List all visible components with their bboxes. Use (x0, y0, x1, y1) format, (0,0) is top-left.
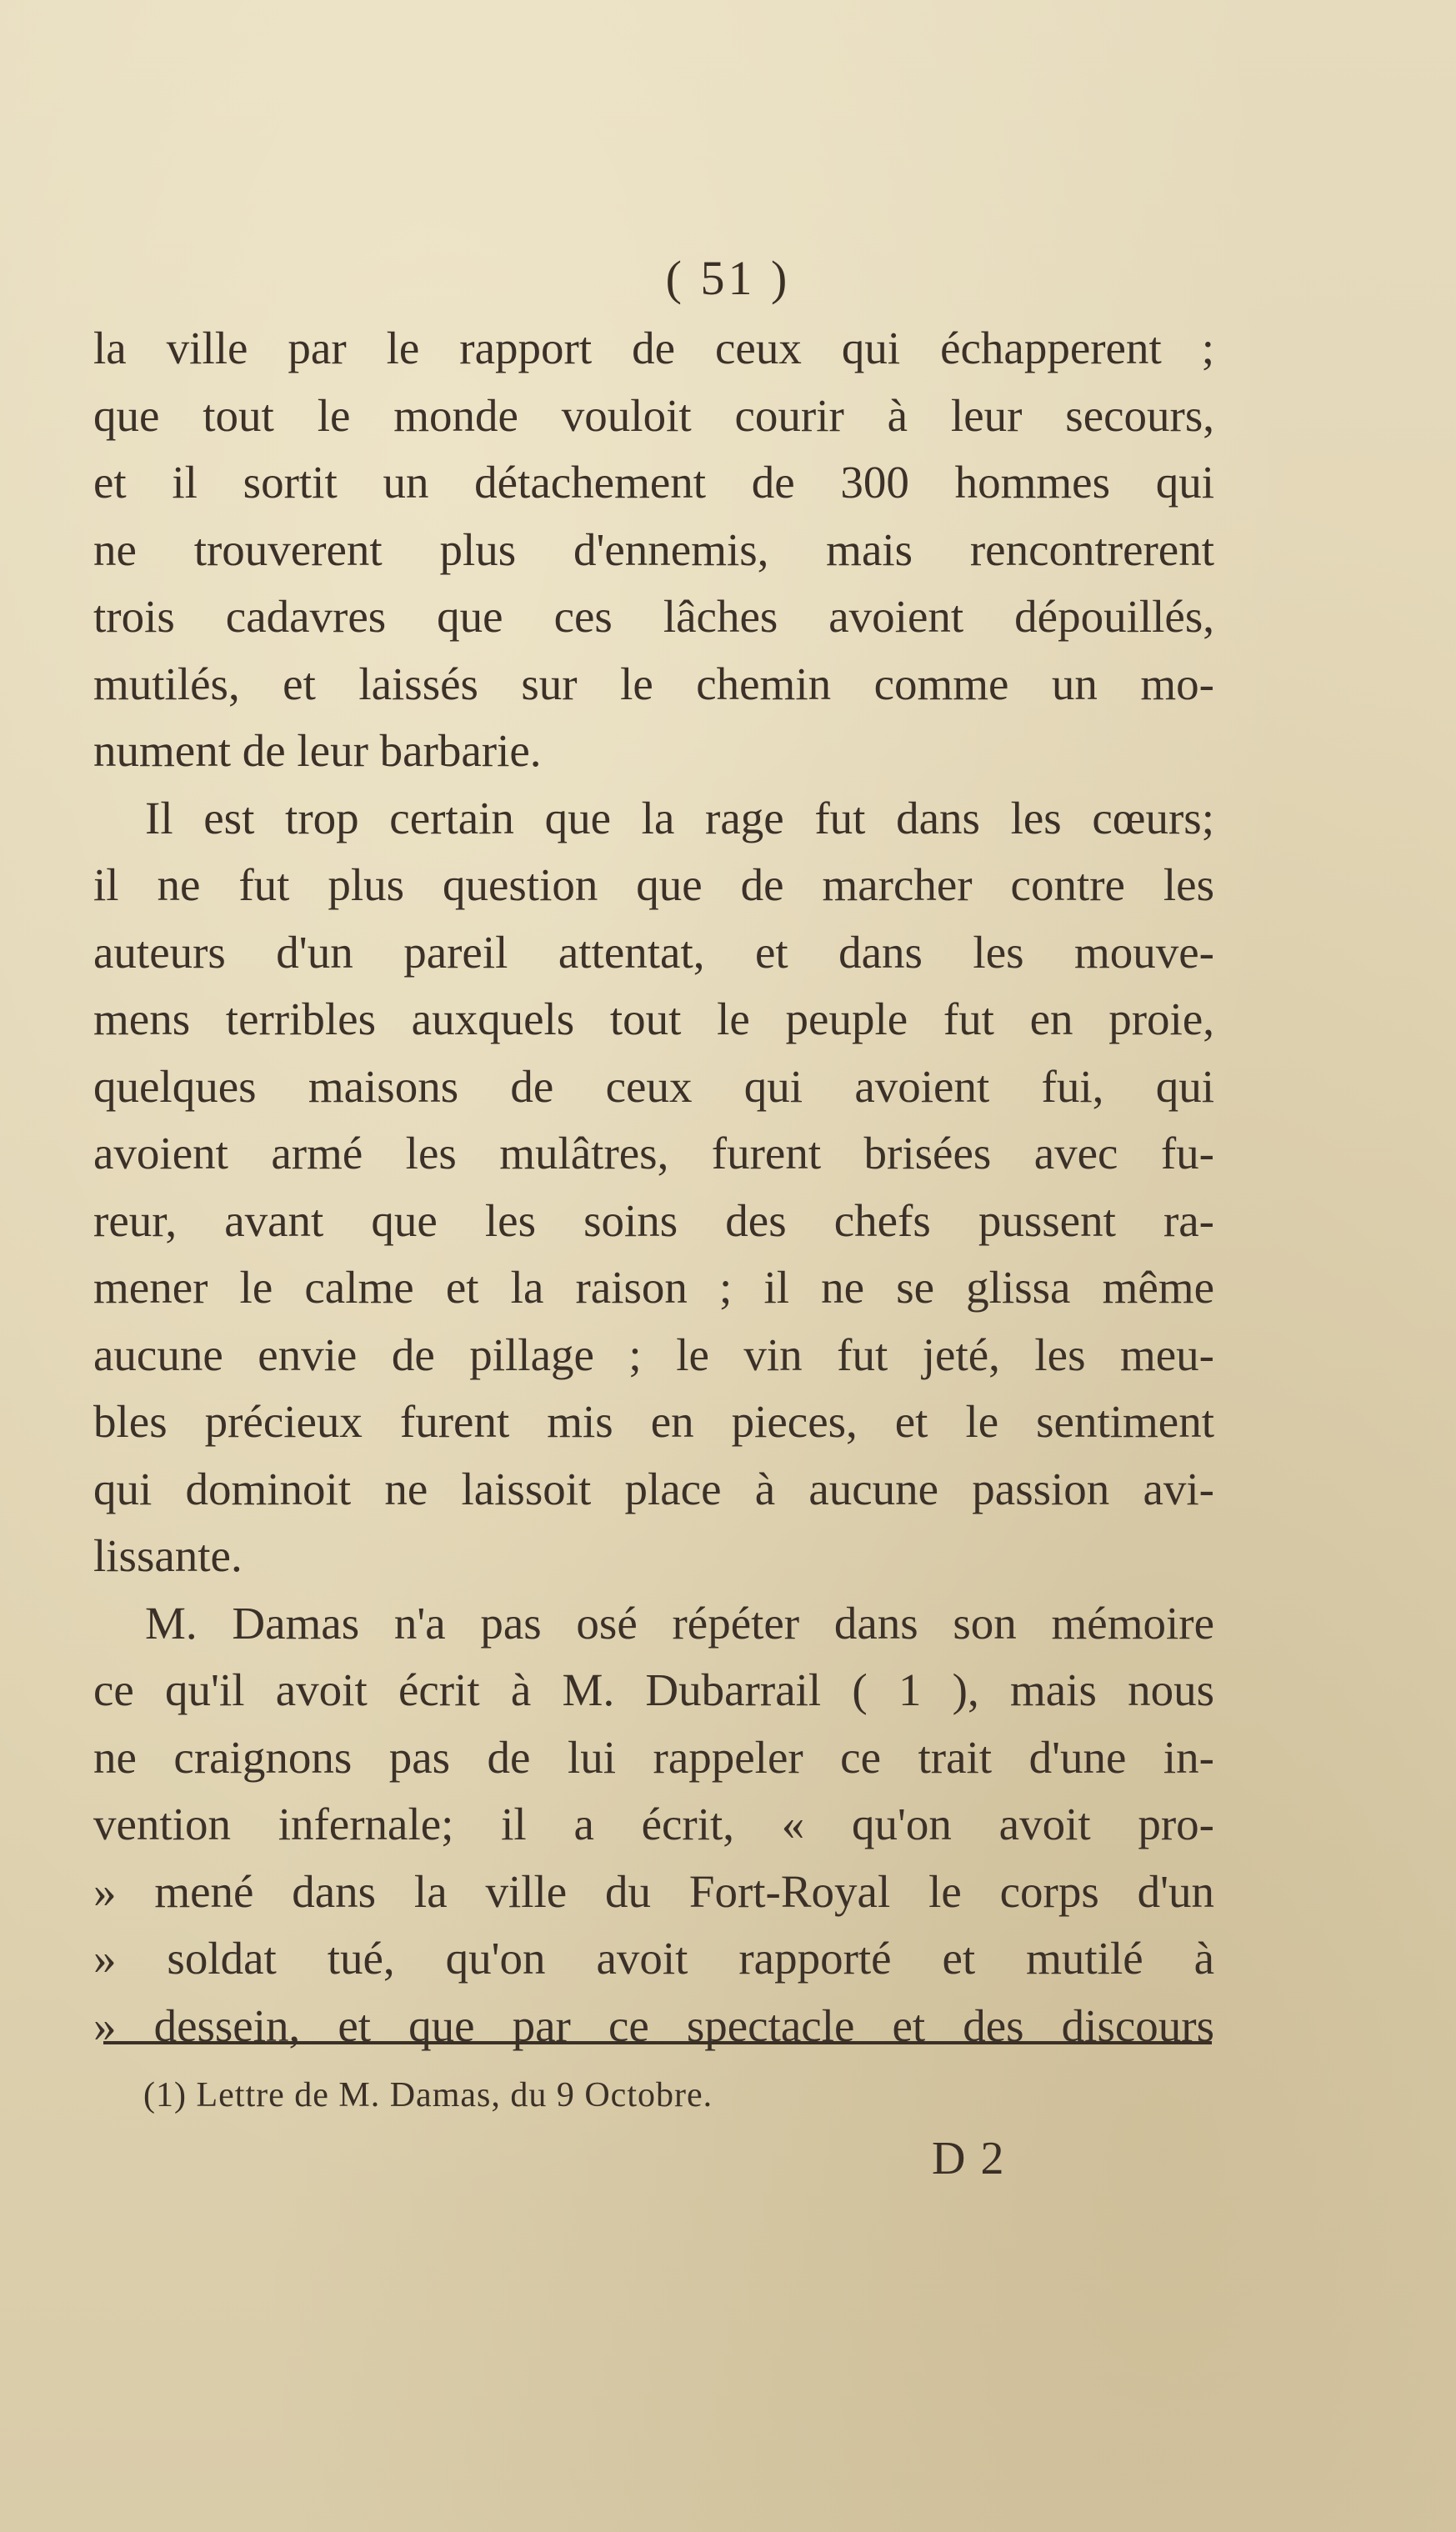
text-line: » soldat tué, qu'on avoit rapporté et mutilé à (93, 1933, 1214, 1984)
text-line: » dessein, et que par ce spectacle et des discours (93, 1999, 1214, 2051)
text-line: la ville par le rapport de ceux qui échapperent ; (93, 323, 1214, 373)
footnote: (1) Lettre de M. Damas, du 9 Octobre. (143, 2076, 713, 2114)
text-line: » mené dans la ville du Fort-Royal le corps d'un (93, 1865, 1214, 1917)
footnote-divider (103, 2041, 1212, 2044)
text-line: Il est trop certain que la rage fut dans les cœurs; (145, 792, 1214, 843)
text-line: M. Damas n'a pas osé répéter dans son mémoire (145, 1597, 1214, 1649)
text-line: trois cadavres que ces lâches avoient dépouillés, (93, 591, 1214, 642)
text-line: que tout le monde vouloit courir à leur secours, (93, 389, 1214, 441)
text-line: ne trouverent plus d'ennemis, mais rencontrerent (93, 523, 1214, 575)
text-line: auteurs d'un pareil attentat, et dans les mouve- (93, 926, 1214, 978)
page-number-header: ( 51 ) (665, 251, 791, 305)
text-line: mutilés, et laissés sur le chemin comme un mo- (93, 658, 1214, 709)
text-line: qui dominoit ne laissoit place à aucune passion avi- (93, 1463, 1214, 1514)
text-line: nument de leur barbarie. (93, 725, 542, 776)
text-line: il ne fut plus question que de marcher contre les (93, 859, 1214, 910)
text-line: avoient armé les mulâtres, furent brisées avec fu- (93, 1128, 1214, 1178)
text-line: reur, avant que les soins des chefs pussent ra- (93, 1194, 1214, 1246)
text-line: bles précieux furent mis en pieces, et le sentiment (93, 1396, 1214, 1447)
text-line: vention infernale; il a écrit, « qu'on avoit pro- (93, 1799, 1214, 1849)
text-line: quelques maisons de ceux qui avoient fui, qui (93, 1060, 1214, 1112)
text-line: mener le calme et la raison ; il ne se glissa même (93, 1262, 1214, 1313)
signature-mark: D 2 (932, 2133, 1006, 2184)
text-line: mens terribles auxquels tout le peuple fut en proie, (93, 993, 1214, 1044)
text-line: et il sortit un détachement de 300 hommes qui (93, 457, 1214, 508)
text-line: aucune envie de pillage ; le vin fut jeté, les meu- (93, 1329, 1214, 1380)
text-line: ne craignons pas de lui rappeler ce trait d'une in- (93, 1731, 1214, 1783)
text-line: lissante. (93, 1530, 243, 1581)
body-text (93, 315, 1214, 2059)
text-line: ce qu'il avoit écrit à M. Dubarrail ( 1 ), mais nous (93, 1664, 1214, 1715)
